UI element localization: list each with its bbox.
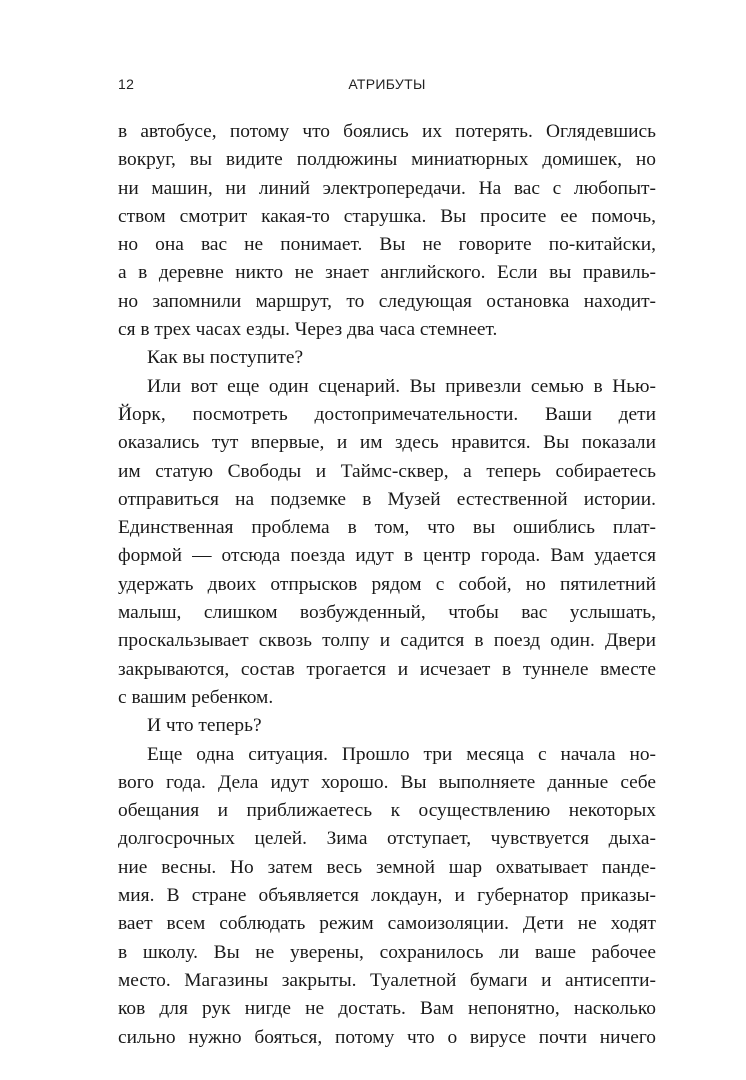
text-line: но она вас не понимает. Вы не говорите по-китайски,: [118, 234, 656, 256]
text-line: им статую Свободы и Таймс-сквер, а теперь собираетесь: [118, 460, 656, 482]
text-line: малыш, слишком возбужденный, чтобы вас услышать,: [118, 602, 656, 624]
text-line: обещания и приближаетесь к осуществлению некоторых: [118, 800, 656, 822]
text-line: формой — отсюда поезда идут в центр города. Вам удается: [118, 545, 656, 567]
text-line: но запомнили маршрут, то следующая остановка находит-: [118, 290, 656, 312]
text-line: вокруг, вы видите полдюжины миниатюрных домишек, но: [118, 149, 656, 171]
text-line: оказались тут впервые, и им здесь нравится. Вы показали: [118, 432, 656, 454]
text-line: а в деревне никто не знает английского. Если вы правиль-: [118, 262, 656, 284]
text-line: Или вот еще один сценарий. Вы привезли семью в Нью-: [147, 375, 656, 397]
text-line: ством смотрит какая-то старушка. Вы просите ее помочь,: [118, 205, 656, 227]
text-line: отправиться на подземке в Музей естественной истории.: [118, 488, 656, 510]
body-text: [118, 118, 656, 1052]
running-title: АТРИБУТЫ: [348, 76, 426, 92]
text-line: Йорк, посмотреть достопримечательности. Ваши дети: [118, 403, 656, 425]
text-line: Как вы поступите?: [147, 347, 304, 369]
text-line: проскальзывает сквозь толпу и садится в поезд один. Двери: [118, 630, 656, 652]
text-line: Единственная проблема в том, что вы ошиблись плат-: [118, 517, 656, 539]
text-line: ни машин, ни линий электропередачи. На вас с любопыт-: [118, 177, 656, 199]
text-line: закрываются, состав трогается и исчезает в туннеле вместе: [118, 658, 656, 680]
text-line: И что теперь?: [147, 715, 262, 737]
page-header: [118, 76, 656, 96]
text-line: ние весны. Но затем весь земной шар охватывает панде-: [118, 856, 656, 878]
text-line: долгосрочных целей. Зима отступает, чувствуется дыха-: [118, 828, 656, 850]
text-line: Еще одна ситуация. Прошло три месяца с начала но-: [147, 743, 656, 765]
text-line: сильно нужно бояться, потому что о вирусе почти ничего: [118, 1026, 656, 1048]
text-line: в автобусе, потому что боялись их потерять. Оглядевшись: [118, 121, 656, 142]
page-number: 12: [118, 76, 135, 92]
text-line: мия. В стране объявляется локдаун, и губернатор приказы-: [118, 885, 656, 907]
text-line: в школу. Вы не уверены, сохранилось ли ваше рабочее: [118, 941, 656, 963]
text-line: место. Магазины закрыты. Туалетной бумаги и антисепти-: [118, 969, 656, 991]
text-line: с вашим ребенком.: [118, 686, 274, 708]
text-line: удержать двоих отпрысков рядом с собой, но пятилетний: [118, 573, 656, 595]
text-line: вого года. Дела идут хорошо. Вы выполняете данные себе: [118, 771, 656, 793]
text-line: вает всем соблюдать режим самоизоляции. Дети не ходят: [118, 913, 656, 935]
text-line: ся в трех часах езды. Через два часа стемнеет.: [118, 319, 498, 341]
text-line: ков для рук нигде не достать. Вам непонятно, насколько: [118, 998, 656, 1020]
